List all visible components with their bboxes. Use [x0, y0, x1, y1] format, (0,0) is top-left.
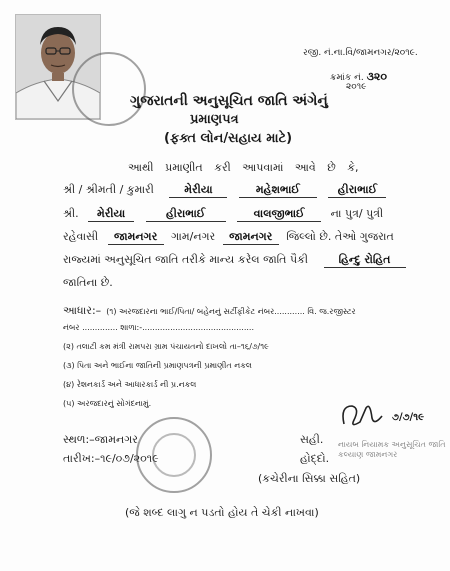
village-value: જામનગર [108, 230, 164, 245]
applicant-prefix: શ્રી / શ્રીમતી / કુમારી [63, 183, 154, 196]
parent-first-name: હીરાભાઈ [146, 207, 226, 222]
recognition-line [63, 253, 406, 268]
certificate-title: ગુજરાતની અનુસૂચિત જાતિ અંગેનું [130, 93, 328, 109]
applicant-surname: મેરીયા [169, 183, 227, 198]
office-seal-label: (કચેરીના સિક્કા સહિત) [258, 472, 361, 485]
parent-prefix: શ્રી. [63, 207, 79, 220]
residence-line [63, 230, 394, 245]
designation-label: હોદ્દો. [300, 452, 330, 465]
applicant-first-name: મહેશભાઈ [239, 183, 317, 198]
basis-label: આધાર:– [63, 304, 102, 317]
parent-line [63, 207, 383, 222]
photo-stamp [72, 52, 146, 126]
date-label: તારીખ:–૧૯/૦૭/૨૦૧૯ [63, 452, 159, 465]
certificate-purpose: (ફક્ત લોન/સહાય માટે) [164, 131, 293, 146]
certificate-subtitle: પ્રમાણપત્ર [190, 112, 239, 127]
intro-text: આથી પ્રમાણીત કરી આપવામાં આવે છે કે, [128, 161, 359, 174]
registration-number: રજી. નં.ના.વિ/જામનગર/૨૦૧૯. [303, 48, 418, 58]
serial-value: ૩૨૦ [366, 70, 387, 83]
serial-label-text: ક્રમાંક નં. [330, 73, 364, 83]
basis-item-2: (૨) તલાટી કમ મંત્રી રામપરા ગ્રામ પંચાયતનો દાખલો તા–૧૬/૭/૧૯ [63, 342, 269, 351]
signature-date: ૭/૭/૧૯ [392, 412, 425, 423]
basis-item-1: (૧) અરજદારના ભાઈ/પિતા/ બહેનનું સર્ટીફીકેટ નંબર............ વિ. જ.રજીસ્ટર [106, 307, 356, 316]
recognition-text: રાજ્યમાં અનુસૂચિત જાતિ તરીકે માન્ય કરેલ જાતિ પૈકી [63, 253, 309, 266]
basis-item-5: (૫) અરજદારનું સોગંદનામું. [63, 399, 152, 408]
applicant-line [63, 183, 386, 198]
caste-suffix: જાતિના છે. [63, 276, 113, 289]
resident-label: રહેવાસી [63, 230, 99, 243]
basis-item-4: (૪) રેશનકાર્ડ અને આધારકાર્ડ ની પ્ર.નકલ [63, 380, 197, 389]
district-suffix: જિલ્લો છે. તેઓ ગુજરાત [286, 230, 394, 243]
officer-stamp: નાયબ નિયામક અનુસૂચિત જાતિ કલ્યાણ જામનગર [338, 440, 446, 459]
footer-note: (જે શબ્દ લાગુ ન પડતો હોય તે ચેકી નાખવા) [125, 506, 319, 519]
parent-suffix: ના પુત્ર/ પુત્રી [330, 207, 384, 220]
serial-sub: ૨૦૧૯ [346, 82, 367, 92]
place-label: સ્થળ:–જામનગર [63, 433, 138, 446]
applicant-father-name: હીરાભાઈ [328, 183, 386, 198]
office-round-seal-inner [152, 433, 196, 477]
basis-item-1b: નંબર .............. શાળા:-............................................ [63, 323, 255, 332]
district-value: જામનગર [223, 230, 279, 245]
basis-item-3: (૩) પિતા અને ભાઈના જાતિની પ્રમાણપત્રની પ્રમાણીત નકલ [63, 361, 252, 370]
caste-value: હિન્દુ રોહિત [324, 253, 406, 268]
parent-surname: મેરીયા [88, 207, 134, 222]
basis-line-1 [63, 299, 356, 318]
signature-label: સહી. [300, 433, 324, 446]
parent-father-name: વાલજીભાઈ [237, 207, 321, 222]
village-suffix: ગામ/નગર [171, 230, 216, 243]
